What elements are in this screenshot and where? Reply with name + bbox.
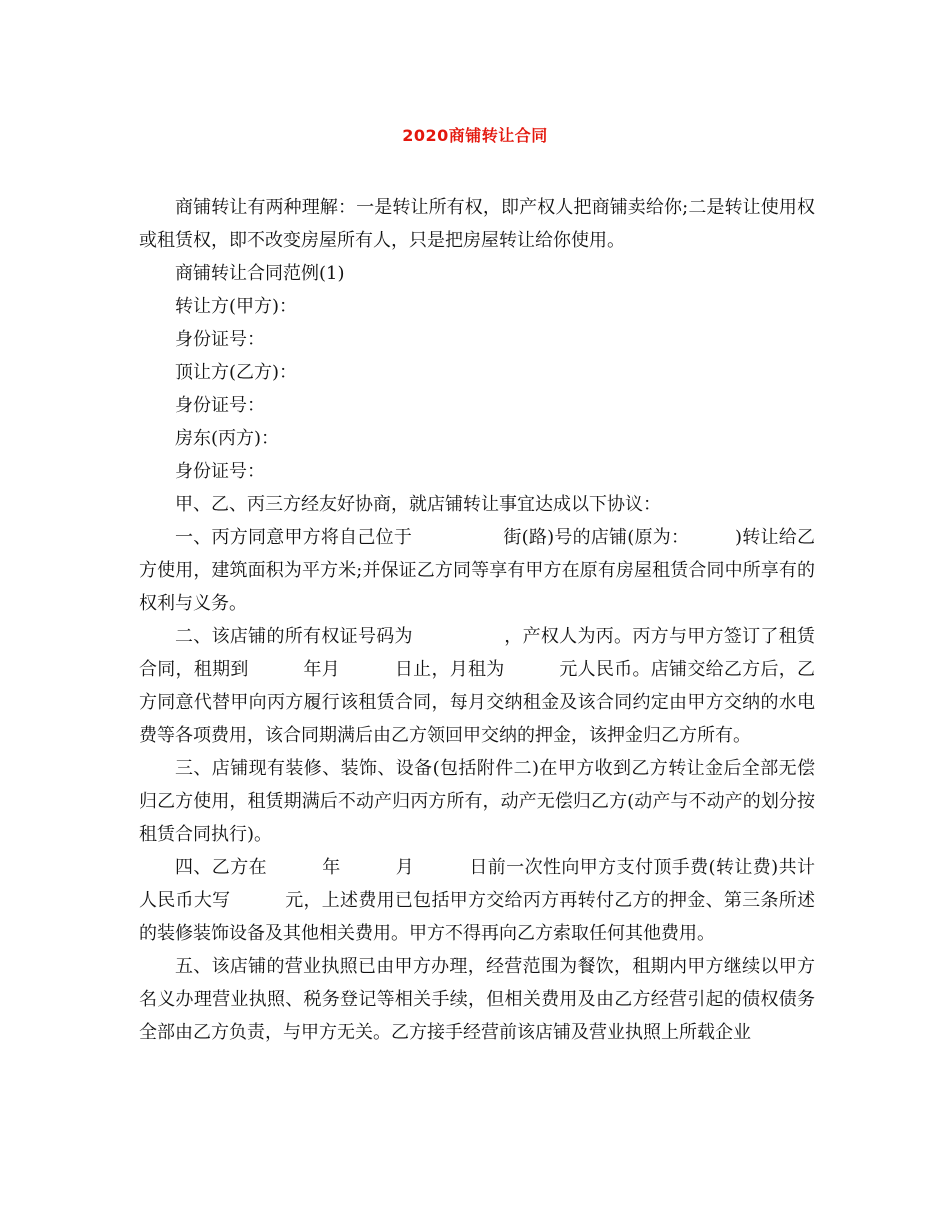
paragraph-party-b: 顶让方(乙方)： xyxy=(175,362,298,383)
paragraph-party-c-id: 身份证号： xyxy=(175,461,265,482)
document-title: 2020商铺转让合同 xyxy=(402,126,548,145)
paragraph-party-a-id: 身份证号： xyxy=(175,329,265,350)
paragraph-party-c: 房东(丙方)： xyxy=(175,428,280,449)
paragraph-agreement-preamble: 甲、乙、丙三方经友好协商，就店铺转让事宜达成以下协议： xyxy=(175,494,661,515)
paragraph-example-heading: 商铺转让合同范例(1) xyxy=(175,263,345,284)
paragraph-party-b-id: 身份证号： xyxy=(175,395,265,416)
paragraph-clause-2: 二、该店铺的所有权证号码为 ，产权人为丙。丙方与甲方签订了租赁合同，租期到 年月 日止，月租为 元人民币。店铺交给乙方后，乙方同意代替甲向丙方履行该租赁合同，每月交纳租金及该合同约定由甲方交纳的水电费等各项费用，该合同期满后由乙方领回甲交纳的押金，该押金归乙方所有。 xyxy=(139,626,815,746)
paragraph-clause-4: 四、乙方在 年 月 日前一次性向甲方支付顶手费(转让费)共计人民币大写 元，上述费用已包括甲方交给丙方再转付乙方的押金、第三条所述的装修装饰设备及其他相关费用。甲方不得再向乙方索取任何其他费用。 xyxy=(139,857,815,944)
paragraph-clause-3: 三、店铺现有装修、装饰、设备(包括附件二)在甲方收到乙方转让金后全部无偿归乙方使用，租赁期满后不动产归丙方所有，动产无偿归乙方(动产与不动产的划分按租赁合同执行)。 xyxy=(139,758,815,845)
paragraph-clause-5: 五、该店铺的营业执照已由甲方办理，经营范围为餐饮，租期内甲方继续以甲方名义办理营业执照、税务登记等相关手续，但相关费用及由乙方经营引起的债权债务全部由乙方负责，与甲方无关。乙方接手经营前该店铺及营业执照上所载企业 xyxy=(139,956,815,1043)
paragraph-clause-1: 一、丙方同意甲方将自己位于 街(路)号的店铺(原为： )转让给乙方使用，建筑面积为平方米;并保证乙方同等享有甲方在原有房屋租赁合同中所享有的权利与义务。 xyxy=(139,527,815,614)
document-body xyxy=(139,191,815,1049)
paragraph-party-a: 转让方(甲方)： xyxy=(175,296,298,317)
paragraph-intro: 商铺转让有两种理解：一是转让所有权，即产权人把商铺卖给你;二是转让使用权或租赁权，即不改变房屋所有人，只是把房屋转让给你使用。 xyxy=(139,197,815,251)
